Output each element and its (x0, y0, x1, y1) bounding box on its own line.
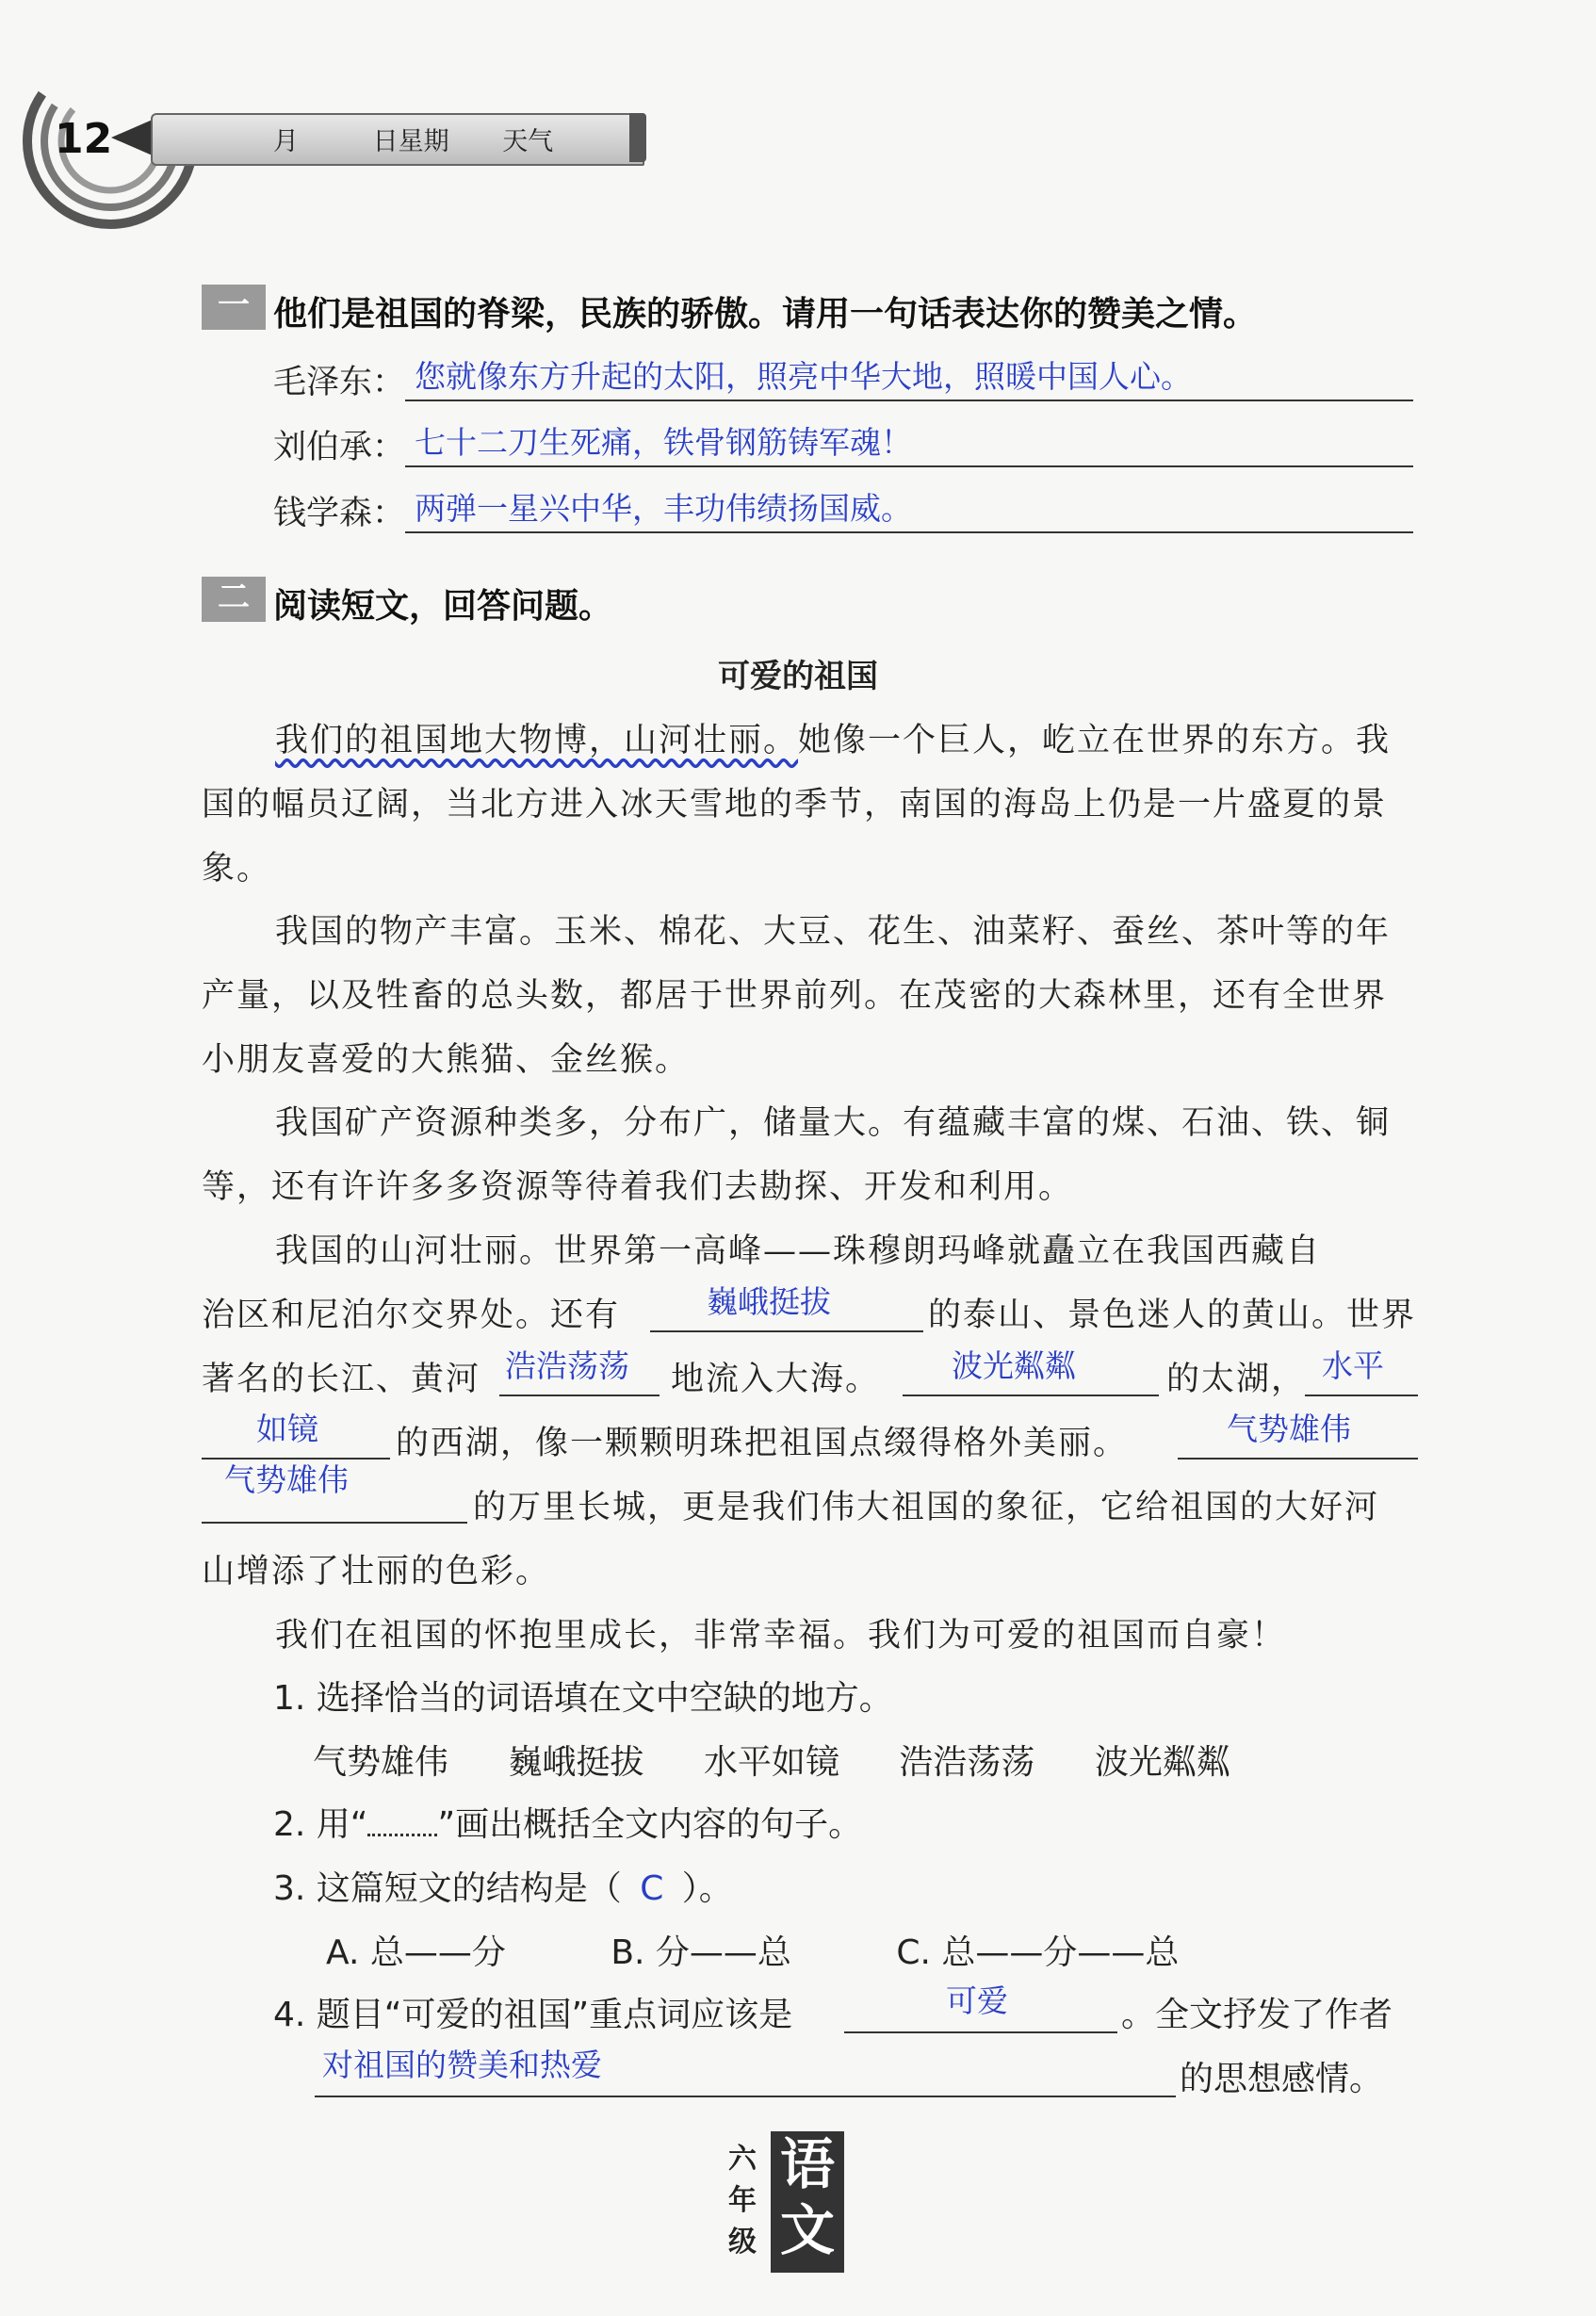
subject-label (771, 2131, 844, 2273)
day-week-label: 日星期 (372, 127, 449, 156)
article-title: 可爱的祖国 (718, 658, 878, 695)
grade-char: 年 (728, 2184, 757, 2217)
blank-5-answer-part2: 气势雄伟 (224, 1461, 349, 1498)
question-2 (273, 1798, 862, 1846)
answer-row-qian (273, 487, 405, 534)
blank-1-answer: 巍峨挺拔 (707, 1283, 831, 1320)
question-1-word-options (313, 1736, 1230, 1784)
p4-line1: 我国的山河壮丽。世界第一高峰——珠穆朗玛峰就矗立在我国西藏自 (275, 1232, 1322, 1270)
paragraph-3: 我国矿产资源种类多，分布广，储量大。有蕴藏丰富的煤、石油、铁、铜等，还有许许多多资源等待着我们去勘探、开发和利用。 (202, 1104, 1392, 1206)
subject-char: 文 (779, 2198, 835, 2262)
section2-title: 阅读短文，回答问题。 (273, 587, 613, 626)
question-3-answer: C (640, 1869, 664, 1908)
grade-label (724, 2139, 761, 2263)
question-2-start: 2. 用“ (273, 1805, 368, 1844)
p4-text-a: 治区和尼泊尔交界处。还有 (202, 1297, 621, 1334)
question-4-answer-2: 对祖国的赞美和热爱 (322, 2047, 602, 2083)
p4-text-c: 著名的长江、黄河 (202, 1361, 481, 1398)
question-1: 1. 选择恰当的词语填在文中空缺的地方。 (273, 1679, 893, 1718)
p4-text-d: 地流入大海。 (671, 1361, 881, 1398)
subject-char: 语 (779, 2132, 835, 2196)
answer-row-mao (273, 356, 405, 403)
option-c: C. 总——分——总 (896, 1933, 1180, 1972)
answer-text-mao: 您就像东方升起的太阳，照亮中华大地，照暖中国人心。 (415, 358, 1192, 395)
question-4-answer-1: 可爱 (946, 1982, 1008, 2019)
summary-sentence: 我们的祖国地大物博，山河壮丽。 (275, 722, 799, 759)
person-name: 钱学森： (273, 495, 406, 532)
section-marker-1: 一 (202, 285, 266, 330)
month-label: 月 (273, 127, 299, 156)
grade-char: 级 (728, 2226, 757, 2259)
word-option: 气势雄伟 (313, 1743, 449, 1782)
option-a: A. 总——分 (326, 1933, 506, 1972)
option-b: B. 分——总 (611, 1933, 791, 1972)
word-option: 巍峨挺拔 (508, 1743, 644, 1782)
answer-text-liu: 七十二刀生死痛，铁骨钢筋铸军魂！ (415, 424, 912, 461)
p4-text-g: 的万里长城，更是我们伟大祖国的象征，它给祖国的大好河 (473, 1489, 1380, 1526)
question-3-end: ）。 (681, 1869, 733, 1908)
paragraph-5: 我们在祖国的怀抱里成长，非常幸福。我们为可爱的祖国而自豪！ (275, 1617, 1287, 1655)
question-2-end: ”画出概括全文内容的句子。 (437, 1805, 863, 1844)
weather-label: 天气 (502, 127, 554, 156)
grade-char: 六 (728, 2143, 757, 2176)
paragraph-2: 我国的物产丰富。玉米、棉花、大豆、花生、油菜籽、蚕丝、茶叶等的年产量，以及牲畜的总头数，都居于世界前列。在茂密的大森林里，还有全世界小朋友喜爱的大熊猫、金丝猴。 (202, 913, 1392, 1079)
blank-3-answer: 波光粼粼 (952, 1347, 1076, 1384)
person-name: 刘伯承： (273, 429, 406, 466)
question-4-line1-end: 。全文抒发了作者 (1121, 1996, 1393, 2034)
wavy-line-symbol (367, 1817, 437, 1836)
word-option: 水平如镜 (703, 1743, 839, 1782)
blank-2-answer: 浩浩荡荡 (505, 1347, 629, 1384)
p4-text-h: 山增添了壮丽的色彩。 (202, 1553, 551, 1590)
pencil-end-icon (629, 113, 646, 162)
date-weather-labels (273, 121, 553, 157)
person-name: 毛泽东： (273, 364, 406, 401)
question-3-options (326, 1926, 1179, 1974)
word-option: 波光粼粼 (1094, 1743, 1230, 1782)
word-option: 浩浩荡荡 (899, 1743, 1035, 1782)
blank-4-answer-part2: 如镜 (256, 1411, 318, 1447)
section-marker-2: 二 (202, 577, 266, 622)
blank-5-answer-part1: 气势雄伟 (1227, 1411, 1351, 1447)
page-number: 12 (55, 115, 113, 163)
question-3-start: 3. 这篇短文的结构是（ (273, 1869, 622, 1908)
answer-text-qian: 两弹一星兴中华，丰功伟绩扬国威。 (415, 490, 912, 527)
question-3 (273, 1862, 733, 1910)
p4-text-f: 的西湖，像一颗颗明珠把祖国点缀得格外美丽。 (396, 1425, 1129, 1462)
section1-title: 他们是祖国的脊梁，民族的骄傲。请用一句话表达你的赞美之情。 (273, 295, 1258, 334)
p4-text-e: 的太湖， (1166, 1361, 1307, 1398)
paragraph-1 (202, 709, 1417, 901)
question-4-line2-end: 的思想感情。 (1180, 2060, 1384, 2098)
blank-4-answer-part1: 水平 (1322, 1347, 1384, 1384)
p4-text-b: 的泰山、景色迷人的黄山。世界 (928, 1297, 1417, 1334)
answer-row-liu (273, 421, 405, 468)
paragraph-1-rest: 她像一个巨人，屹立在世界的东方。我国的幅员辽阔，当北方进入冰天雪地的季节，南国的海岛上仍是一片盛夏的景象。 (202, 722, 1392, 888)
pencil-tip-icon (111, 119, 155, 156)
question-4-line1-start: 4. 题目“可爱的祖国”重点词应该是 (273, 1996, 793, 2034)
